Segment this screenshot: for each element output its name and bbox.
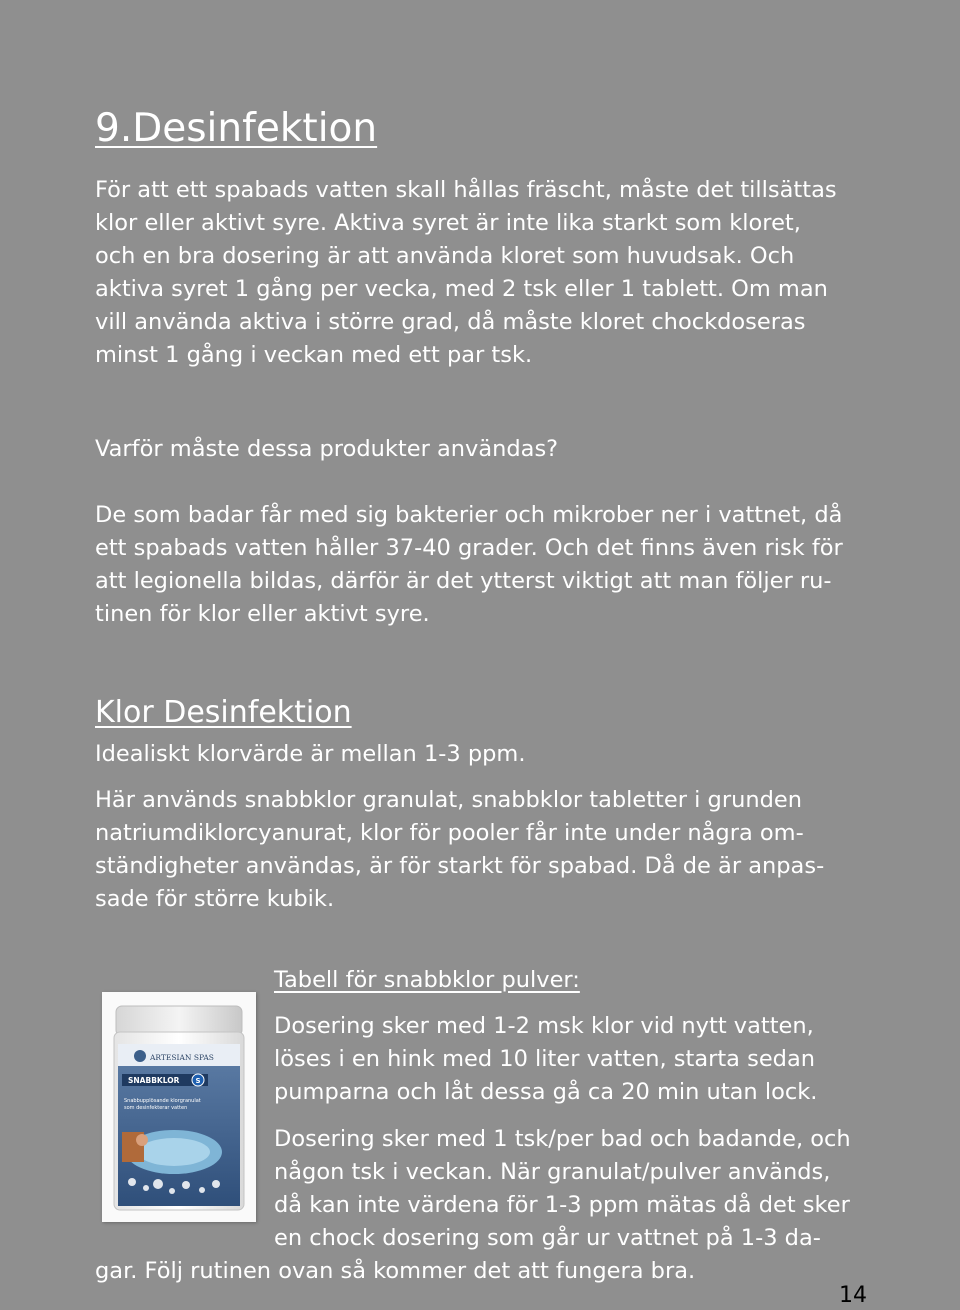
text-line: tinen för klor eller aktivt syre. (95, 601, 430, 627)
text-line: någon tsk i veckan. När granulat/pulver används, (274, 1159, 831, 1185)
text-line: löses i en hink med 10 liter vatten, starta sedan (274, 1046, 816, 1072)
text-line: pumparna och låt dessa gå ca 20 min utan lock. (274, 1079, 818, 1105)
text-line: ett spabads vatten håller 37-40 grader. Och det finns även risk för (95, 535, 843, 561)
text-line: Varför måste dessa produkter användas? (95, 436, 559, 462)
section-subheading: Klor Desinfektion (95, 695, 352, 730)
text-line: Dosering sker med 1-2 msk klor vid nytt vatten, (274, 1013, 814, 1039)
product-jar-illustration (102, 992, 256, 1222)
text-line: vill använda aktiva i större grad, då måste kloret chockdoseras (95, 309, 806, 335)
text-line: Dosering sker med 1 tsk/per bad och badande, och (274, 1126, 851, 1152)
text-line: ständigheter användas, är för starkt för spabad. Då de är anpas- (95, 853, 825, 879)
product-description: som desinfekterar vatten (124, 1105, 188, 1111)
text-line: För att ett spabads vatten skall hållas fräscht, måste det tillsättas (95, 177, 837, 203)
ideal-value-text (95, 738, 875, 771)
intro-paragraph (95, 174, 875, 372)
product-name: SNABBKLOR (128, 1076, 180, 1085)
page-number: 14 (839, 1283, 867, 1308)
table-title: Tabell för snabbklor pulver: (274, 967, 580, 993)
answer-paragraph (95, 499, 875, 631)
chlorine-paragraph (95, 784, 875, 916)
text-line: Idealiskt klorvärde är mellan 1-3 ppm. (95, 741, 526, 767)
product-variant: S (195, 1077, 201, 1085)
product-image (102, 992, 256, 1222)
text-line: minst 1 gång i veckan med ett par tsk. (95, 342, 533, 368)
text-line: aktiva syret 1 gång per vecka, med 2 tsk eller 1 tablett. Om man (95, 276, 828, 302)
text-line: sade för större kubik. (95, 886, 335, 912)
text-line: Här används snabbklor granulat, snabbklor tabletter i grunden (95, 787, 802, 813)
text-line: gar. Följ rutinen ovan så kommer det att fungera bra. (95, 1258, 696, 1284)
text-line: klor eller aktivt syre. Aktiva syret är inte lika starkt som kloret, (95, 210, 801, 236)
dosing-paragraph-1 (274, 1010, 894, 1109)
closing-text (95, 1255, 875, 1288)
product-brand: ARTESIAN SPAS (150, 1053, 214, 1062)
text-line: att legionella bildas, därför är det ytterst viktigt att man följer ru- (95, 568, 832, 594)
page-heading: 9.Desinfektion (95, 106, 378, 151)
text-line: De som badar får med sig bakterier och mikrober ner i vattnet, då (95, 502, 843, 528)
question-text (95, 433, 875, 466)
text-line: då kan inte värdena för 1-3 ppm mätas då det sker (274, 1192, 850, 1218)
text-line: natriumdiklorcyanurat, klor för pooler får inte under några om- (95, 820, 804, 846)
text-line: och en bra dosering är att använda kloret som huvudsak. Och (95, 243, 795, 269)
text-line: en chock dosering som går ur vattnet på 1-3 da- (274, 1225, 821, 1251)
dosing-paragraph-2 (274, 1123, 894, 1255)
product-description: Snabbupplösande klorgranulat (124, 1098, 201, 1104)
